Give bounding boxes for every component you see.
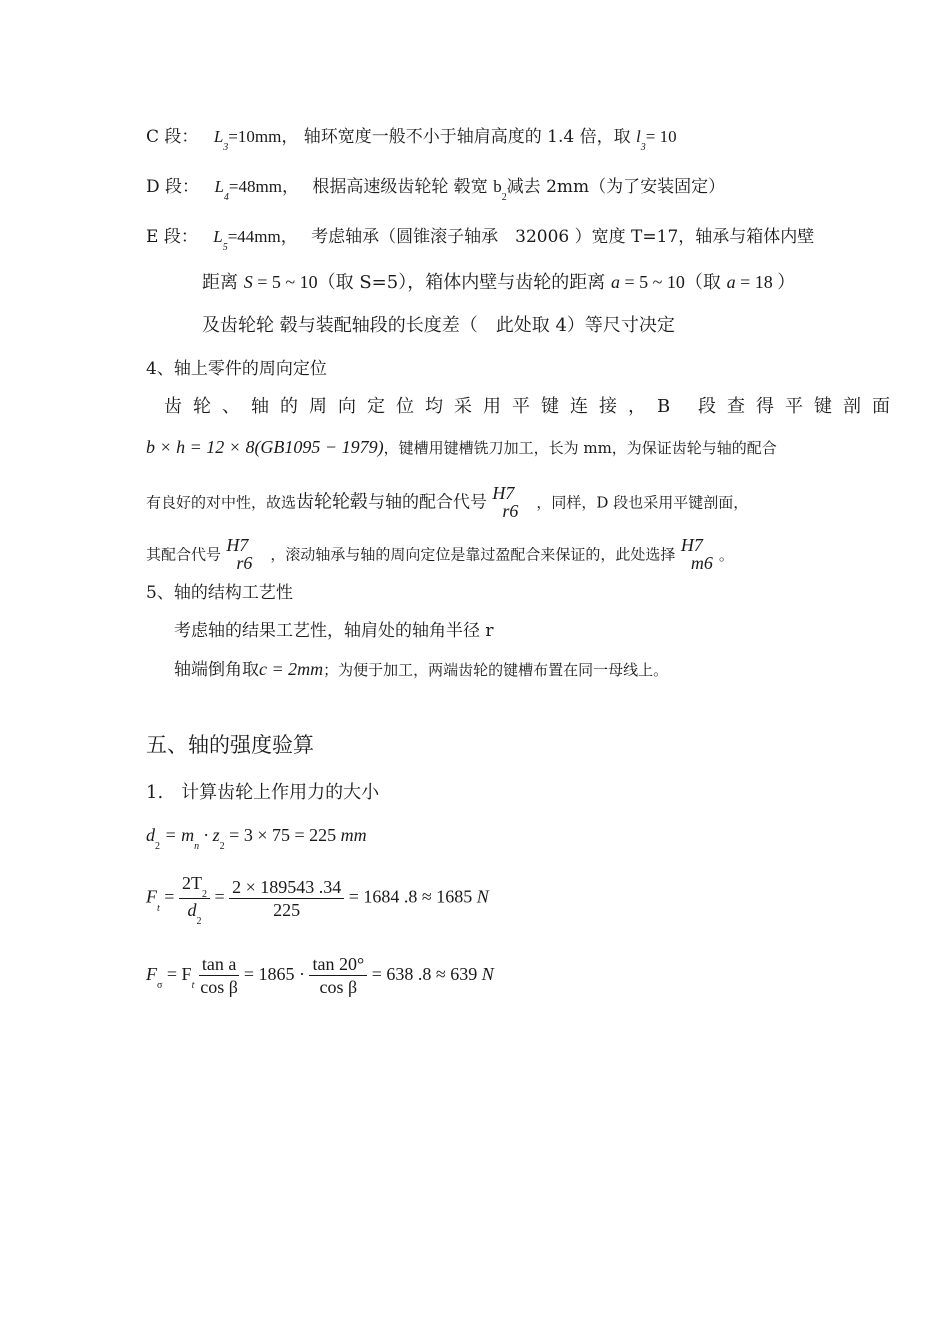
- segment-e-line-2: [202, 271, 795, 294]
- subscript: 5: [222, 242, 228, 253]
- subscript: 2: [501, 192, 507, 203]
- equals: =: [159, 886, 179, 907]
- numerator: 2T: [181, 873, 202, 893]
- equation-pitch-diameter: [146, 824, 367, 850]
- fit-shaft: m6: [690, 553, 713, 573]
- symbol: F: [146, 964, 157, 984]
- subscript: σ: [157, 980, 163, 991]
- segment-c-text: 轴环宽度一般不小于轴肩高度的 1.4 倍，取: [303, 127, 631, 147]
- denominator: d: [187, 900, 197, 920]
- section-5-title: 5、轴的结构工艺性: [146, 583, 293, 603]
- value: = 638 .8 ≈ 639: [367, 964, 482, 984]
- text: 轴端倒角取: [174, 660, 259, 680]
- unit: mm: [340, 825, 367, 845]
- length-result: = 10: [645, 127, 677, 146]
- segment-d-tail: 减去 2mm（为了安装固定）: [506, 177, 726, 197]
- chapter-heading: 五、轴的强度验算: [146, 733, 314, 757]
- fraction: [309, 953, 367, 998]
- subscript: 2: [196, 916, 202, 927]
- subscript: 4: [223, 192, 229, 203]
- fit-shaft: r6: [502, 501, 519, 521]
- section-4-paragraph-4: [146, 535, 734, 573]
- unit: N: [476, 886, 489, 907]
- symbol: · z: [199, 825, 220, 845]
- fraction: [229, 876, 344, 921]
- text: 齿轮轮毂: [296, 491, 369, 513]
- subscript: 3: [223, 142, 229, 153]
- text: （取 S=5），箱体内壁与齿轮的距离: [317, 272, 606, 293]
- subscript: 2: [155, 841, 160, 852]
- subscript: t: [191, 980, 195, 991]
- segment-d-line: [146, 176, 725, 201]
- text: 与轴的配合代号: [368, 492, 488, 513]
- fraction: [199, 953, 239, 998]
- fit-code-h7-m6: [680, 535, 725, 573]
- text: 其配合代号: [146, 545, 222, 564]
- text: 距离: [202, 272, 238, 293]
- section-5-paragraph-1: 考虑轴的结果工艺性，轴肩处的轴角半径 r: [174, 621, 494, 641]
- symbol: d: [146, 825, 155, 845]
- symbol-a: a: [610, 272, 620, 292]
- subscript: 3: [640, 142, 646, 153]
- fit-code-h7-r6: [226, 535, 270, 573]
- segment-e-label: E 段：: [146, 227, 198, 247]
- length-symbol: L: [213, 227, 223, 246]
- value: = 1684 .8 ≈ 1685: [344, 886, 477, 907]
- text: ，同样，D 段也采用平键剖面，: [536, 493, 749, 512]
- equation-tangential-force: [146, 872, 489, 925]
- value: = 3 × 75 = 225: [224, 825, 341, 845]
- symbol-a: a: [726, 272, 736, 292]
- key-section-formula: b × h = 12 × 8(GB1095 − 1979): [146, 437, 384, 457]
- section-5-paragraph-2: [174, 658, 668, 681]
- range: = 5 ~ 10: [252, 272, 318, 292]
- equals: = F: [162, 964, 192, 984]
- segment-e-line-3: [202, 315, 675, 337]
- text: 及齿轮轮 毂与装配轴段的长度差（ 此处取 4）等尺寸决定: [202, 315, 675, 336]
- section-4-title: 4、轴上零件的周向定位: [146, 359, 327, 379]
- subscript: 2: [219, 841, 225, 852]
- equation-radial-force: [146, 950, 494, 1002]
- segment-e-text: 考虑轴承（圆锥滚子轴承 32006 ）宽度 T=17，轴承与箱体内壁: [311, 227, 815, 247]
- length-value: =10mm，: [228, 127, 299, 146]
- length-symbol: L: [213, 127, 224, 146]
- segment-d-text: 根据高速级齿轮轮 毂宽: [312, 177, 488, 197]
- section-4-paragraph-1: 齿轮、轴的周向定位均采用平键连接，B 段查得平键剖面: [164, 396, 901, 417]
- text: 有良好的对中性，故选: [146, 493, 297, 512]
- symbol-s: S: [243, 272, 253, 292]
- section-4-paragraph-2: [146, 436, 777, 459]
- value: = 18 ）: [735, 272, 796, 292]
- fraction: [179, 872, 210, 925]
- text: （取: [684, 272, 721, 293]
- denominator: cos β: [319, 977, 358, 998]
- segment-c-label: C 段：: [146, 127, 199, 147]
- text: 。: [718, 545, 734, 564]
- text: ，滚动轴承与轴的周向定位是靠过盈配合来保证的，此处选择: [270, 545, 676, 564]
- denominator: 225: [273, 900, 301, 920]
- text: ；为便于加工，两端齿轮的键槽布置在同一母线上。: [323, 661, 669, 679]
- text: ，键槽用键槽铣刀加工，长为 mm，为保证齿轮与轴的配合: [383, 439, 777, 457]
- fit-hole: H7: [680, 535, 703, 555]
- equals: =: [209, 886, 230, 907]
- length-value: =44mm，: [227, 227, 298, 246]
- fit-code-h7-r6: [492, 483, 536, 521]
- segment-d-label: D 段：: [146, 177, 200, 197]
- range: = 5 ~ 10: [619, 272, 685, 292]
- section-4-paragraph-3: [146, 483, 749, 521]
- value: = 1865 ·: [239, 964, 310, 984]
- chamfer-formula: c = 2mm: [259, 659, 324, 679]
- length-symbol: L: [214, 177, 224, 196]
- denominator: cos β: [200, 977, 238, 998]
- fit-shaft: r6: [236, 553, 253, 573]
- fit-hole: H7: [492, 483, 515, 503]
- subscript: n: [194, 841, 200, 852]
- subscript: t: [157, 902, 160, 914]
- segment-c-line: [146, 126, 677, 151]
- symbol: = m: [160, 825, 195, 845]
- subscript: 2: [201, 889, 207, 900]
- fit-hole: H7: [226, 535, 249, 555]
- numerator: tan a: [199, 953, 239, 976]
- symbol: F: [146, 886, 157, 907]
- hub-width-symbol: b: [493, 177, 502, 196]
- numerator: 2 × 189543 .34: [229, 876, 344, 899]
- length-value: =48mm，: [228, 177, 299, 196]
- numerator: tan 20°: [309, 953, 367, 976]
- segment-e-line: [146, 226, 814, 251]
- unit: N: [481, 964, 494, 984]
- subsection-heading: 1. 计算齿轮上作用力的大小: [146, 782, 380, 803]
- length-symbol-l: l: [636, 127, 641, 146]
